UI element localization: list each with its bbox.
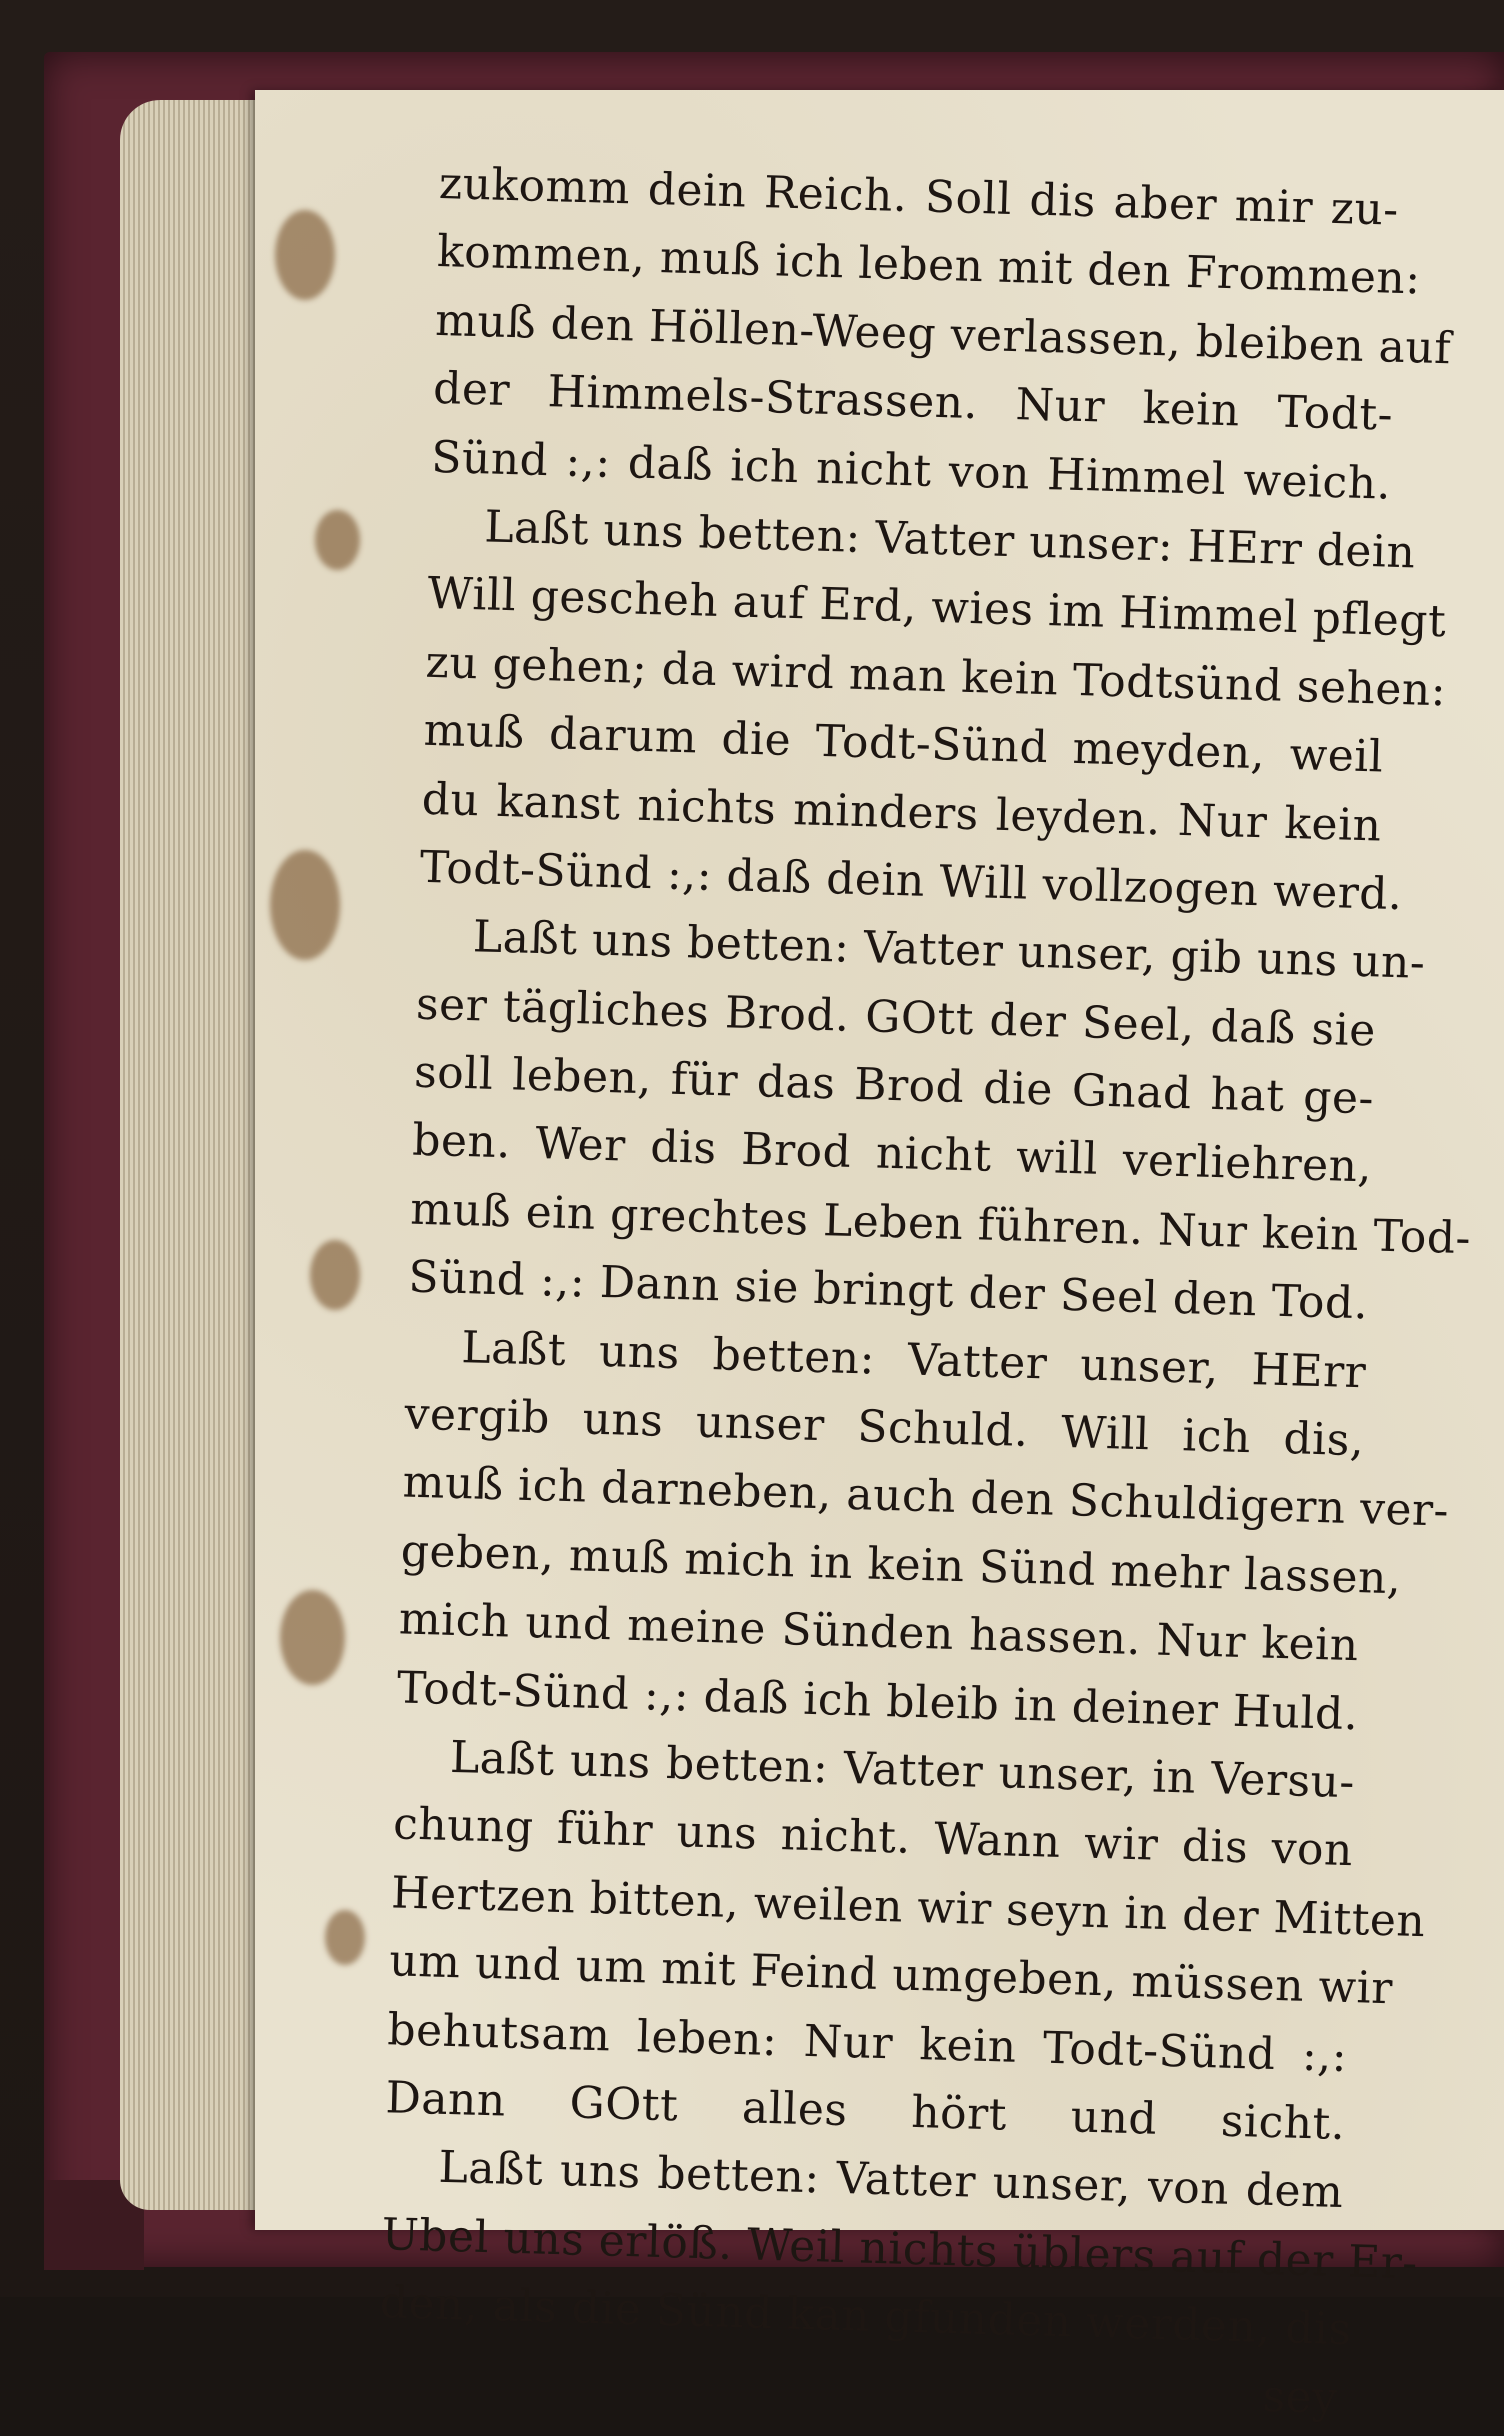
text-line: du kanst nichts minders leyden. Nur kein: [421, 773, 1383, 852]
text-line: muß den Höllen-Weeg verlassen, bleiben auf: [434, 294, 1452, 375]
text-line: Todt-Sünd :,: daß ich bleib in deiner Huld.: [396, 1662, 1359, 1740]
text-line: geben, muß mich in kein Sünd mehr lassen,: [400, 1525, 1403, 1605]
text-line: Ubel uns erlöß. Weil nichts üblers auf der Er-: [381, 2208, 1419, 2289]
text-line: soll leben, für das Brod die Gnad hat ge-: [413, 1046, 1375, 1125]
foxing-stain: [275, 210, 335, 300]
text-line: Laßt uns betten: Vatter unser: HErr dein: [483, 501, 1417, 579]
text-line: behutsam leben: Nur kein Todt-Sünd :,:: [386, 2003, 1348, 2082]
page-text: [377, 150, 1472, 2433]
text-line: kommen, muß ich leben mit den Frommen:: [436, 226, 1422, 305]
text-line: muß ein grechtes Leben führen. Nur kein Tod-: [409, 1183, 1472, 1265]
text-line: muß ich darneben, auch den Schuldigern ver-: [402, 1456, 1450, 1538]
text-line: Dann GOtt alles hört und sicht.: [384, 2072, 1346, 2150]
text-line: mich und meine Sünden hassen. Nur kein: [398, 1593, 1360, 1672]
text-line: der Himmels-Strassen. Nur kein Todt-: [432, 363, 1394, 441]
text-line: zukomm dein Reich. Soll dis aber mir zu-: [438, 157, 1400, 236]
text-line: Sünd :,: daß ich nicht von Himmel weich.: [430, 431, 1392, 510]
foxing-stain: [310, 1240, 360, 1310]
text-line: zu gehen; da wird man kein Todtsünd sehen:: [424, 636, 1447, 717]
text-line: den, als die Sünd kan gfunden werden, dis: [379, 2277, 1353, 2356]
text-line: Laßt uns betten: Vatter unser, von dem: [437, 2142, 1345, 2219]
catchword: sey: [1261, 2370, 1339, 2424]
text-line: vergib uns unser Schuld. Will ich dis,: [403, 1388, 1366, 1467]
text-line: Laßt uns betten: Vatter unser, in Versu-: [449, 1731, 1356, 1809]
text-line: Sünd :,: Dann sie bringt der Seel den Tod.: [407, 1251, 1369, 1330]
text-line: Todt-Sünd :,: daß dein Will vollzogen werd.: [419, 841, 1404, 921]
text-line: Will gescheh auf Erd, wies im Himmel pflegt: [426, 568, 1447, 648]
text-line: ser tägliches Brod. GOtt der Seel, daß sie: [415, 978, 1377, 1057]
foxing-stain: [270, 850, 340, 960]
text-line: Laßt uns betten: Vatter unser, gib uns un-: [472, 911, 1426, 990]
foxing-stain: [315, 510, 360, 570]
foxing-stain: [280, 1590, 345, 1685]
text-line: muß darum die Todt-Sünd meyden, weil: [423, 704, 1385, 783]
text-line: Hertzen bitten, weilen wir seyn in der Mitten: [390, 1867, 1427, 1947]
page-edges: [120, 100, 270, 2210]
text-line: chung führ uns nicht. Wann wir dis von: [392, 1798, 1354, 1877]
text-line: Laßt uns betten: Vatter unser, HErr: [460, 1321, 1367, 1398]
foxing-stain: [325, 1910, 365, 1965]
text-line: um und um mit Feind umgeben, müssen wir: [388, 1935, 1394, 2015]
text-line: ben. Wer dis Brod nicht will verliehren,: [411, 1115, 1373, 1193]
